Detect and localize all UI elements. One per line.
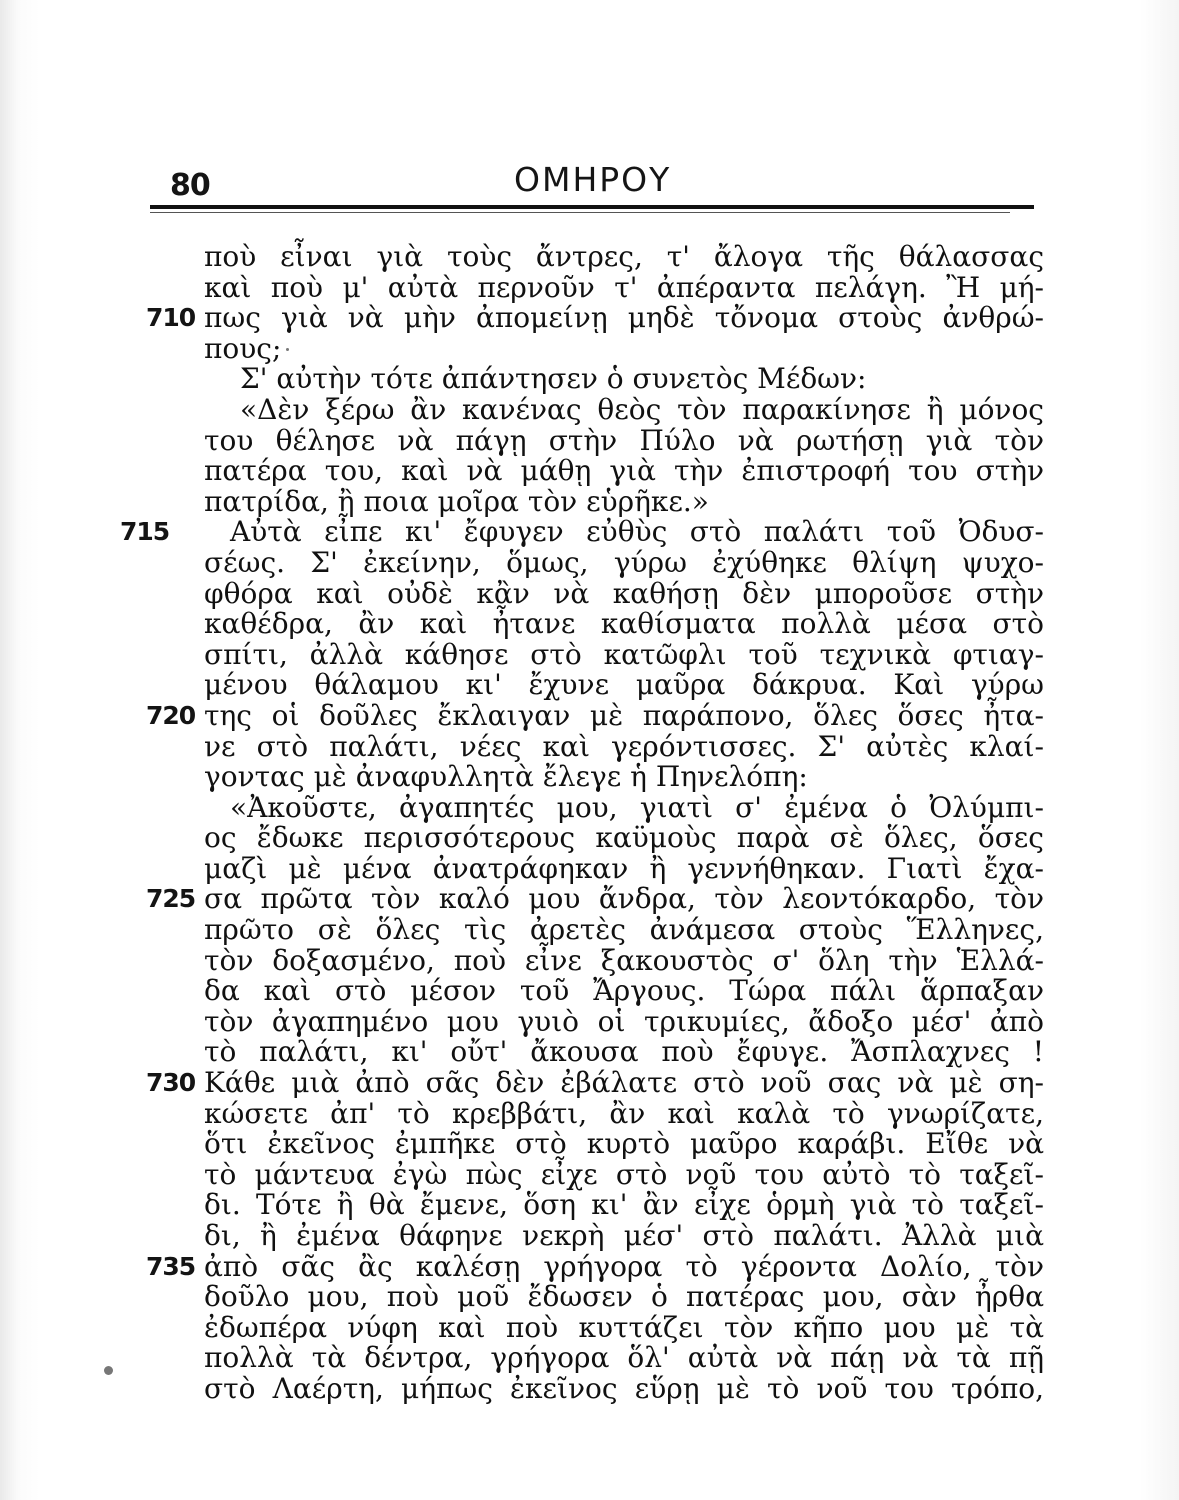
text-line <box>204 1343 1044 1374</box>
text-line <box>204 331 1044 365</box>
line-text: Αὐτὰ εἶπε κι' ἔφυγεν εὐθὺς στὸ παλάτι τοῦ Ὀδυσ- <box>230 515 1044 549</box>
line-text: της οἱ δοῦλες ἔκλαιγαν μὲ παράπονο, ὅλες ὅσες ἦτα- <box>204 698 1044 732</box>
page-number: 80 <box>170 168 210 203</box>
line-text: πρῶτο σὲ ὅλες τὶς ἀρετὲς ἀνάμεσα στοὺς Ἕλληνες, <box>204 913 1044 947</box>
text-line <box>204 1190 1044 1221</box>
line-number: 720 <box>146 700 196 730</box>
line-text: δοῦλο μου, ποὺ μοῦ ἔδωσεν ὁ πατέρας μου, σὰν ἦρθα <box>204 1280 1044 1314</box>
line-text: πους; <box>204 331 282 365</box>
text-line <box>204 1310 1044 1344</box>
line-text: πατέρα του, καὶ νὰ μάθῃ γιὰ τὴν ἐπιστροφή του στὴν <box>204 454 1044 488</box>
line-text: ὅτι ἐκεῖνος ἐμπῆκε στὸ κυρτὸ μαῦρο καράβι. Εἴθε νὰ <box>204 1127 1044 1161</box>
line-text: κώσετε ἀπ' τὸ κρεββάτι, ἂν καὶ καλὰ τὸ γνωρίζατε, <box>204 1096 1044 1130</box>
verse-text-block <box>120 240 1044 1405</box>
text-line <box>204 1157 1044 1191</box>
line-text: «Ἀκοῦστε, ἀγαπητές μου, γιατὶ σ' ἐμένα ὁ Ὀλύμπι- <box>230 790 1044 824</box>
text-line <box>204 729 1044 763</box>
text-line <box>204 976 1044 1007</box>
text-line <box>204 392 1044 426</box>
header-rule-thin <box>150 212 1010 213</box>
line-text: πως γιὰ νὰ μὴν ἀπομείνῃ μηδὲ τὄνομα στοὺς ἀνθρώ- <box>204 301 1044 335</box>
text-line <box>204 1282 1044 1313</box>
text-line <box>204 270 1044 304</box>
line-text: πολλὰ τὰ δέντρα, γρήγορα ὅλ' αὐτὰ νὰ πάῃ νὰ τὰ πῇ <box>204 1341 1044 1375</box>
text-line <box>204 1004 1044 1038</box>
line-number: 715 <box>120 517 170 547</box>
print-speck <box>104 1366 113 1375</box>
line-text: δι, ἢ ἐμένα θάφηνε νεκρὴ μέσ' στὸ παλάτι. Ἀλλὰ μιὰ <box>204 1219 1044 1252</box>
text-line <box>204 762 1044 793</box>
text-line <box>146 1249 1044 1283</box>
line-text: καὶ ποὺ μ' αὐτὰ περνοῦν τ' ἀπέραντα πελάγη. Ἢ μή- <box>204 270 1044 304</box>
text-line <box>146 698 1044 732</box>
line-text: «Δὲν ξέρω ἂν κανένας θεὸς τὸν παρακίνησε ἢ μόνος <box>240 392 1044 426</box>
text-line <box>204 456 1044 487</box>
text-line <box>146 301 1044 335</box>
line-text: Σ' αὐτὴν τότε ἀπάντησεν ὁ συνετὸς Μέδων: <box>240 362 867 396</box>
text-line <box>204 1221 1044 1252</box>
line-text: ος ἔδωκε περισσότερους καϋμοὺς παρὰ σὲ ὅλες, ὅσες <box>204 821 1044 855</box>
text-line <box>204 943 1044 977</box>
line-text: τὸ παλάτι, κι' οὔτ' ἄκουσα ποὺ ἔφυγε. Ἄσπλαχνες ! <box>204 1035 1044 1069</box>
line-text: τὸν δοξασμένο, ποὺ εἶνε ξακουστὸς σ' ὅλη τὴν Ἑλλά- <box>204 943 1044 977</box>
text-line <box>204 1096 1044 1130</box>
line-number: 730 <box>146 1068 196 1098</box>
line-text: καθέδρα, ἂν καὶ ἦτανε καθίσματα πολλὰ μέσα στὸ <box>204 607 1044 641</box>
line-text: σέως. Σ' ἐκείνην, ὅμως, γύρω ἐχύθηκε θλίψη ψυχο- <box>204 545 1044 579</box>
text-line <box>204 637 1044 671</box>
text-line <box>204 1037 1044 1068</box>
text-line <box>120 515 1044 549</box>
line-text: ἀπὸ σᾶς ἂς καλέσῃ γρήγορα τὸ γέροντα Δολίο, τὸν <box>204 1249 1044 1283</box>
text-line <box>146 882 1044 916</box>
header-rule <box>150 205 1034 209</box>
text-line <box>204 545 1044 579</box>
line-text: τὸν ἀγαπημένο μου γυιὸ οἱ τρικυμίες, ἄδοξο μέσ' ἀπὸ <box>204 1004 1044 1038</box>
text-line <box>204 790 1044 824</box>
line-text: ποὺ εἶναι γιὰ τοὺς ἄντρες, τ' ἄλογα τῆς θάλασσας <box>204 240 1044 273</box>
line-text: του θέλησε νὰ πάγῃ στὴν Πύλο νὰ ρωτήσῃ γιὰ τὸν <box>204 423 1044 457</box>
line-text: γοντας μὲ ἀναφυλλητὰ ἔλεγε ἡ Πηνελόπη: <box>204 760 808 794</box>
line-text: μαζὶ μὲ μένα ἀνατράφηκαν ἢ γεννήθηκαν. Γιατὶ ἔχα- <box>204 851 1044 885</box>
line-text: νε στὸ παλάτι, νέες καὶ γερόντισσες. Σ' αὐτὲς κλαί- <box>204 729 1044 763</box>
line-number: 710 <box>146 303 196 333</box>
line-text: τὸ μάντευα ἐγὼ πὼς εἶχε στὸ νοῦ του αὐτὸ τὸ ταξεῖ- <box>204 1157 1044 1191</box>
line-text: ἐδωπέρα νύφη καὶ ποὺ κυττάζει τὸν κῆπο μου μὲ τὰ <box>204 1310 1044 1344</box>
text-line <box>204 823 1044 854</box>
line-text: δι. Τότε ἢ θὰ ἔμενε, ὅση κι' ἂν εἶχε ὁρμὴ γιὰ τὸ ταξεῖ- <box>204 1188 1044 1222</box>
line-text: φθόρα καὶ οὐδὲ κἂν νὰ καθήσῃ δὲν μποροῦσε στὴν <box>204 576 1044 610</box>
running-head: ΟΜΗΡΟΥ <box>514 160 672 199</box>
line-text: Κάθε μιὰ ἀπὸ σᾶς δὲν ἐβάλατε στὸ νοῦ σας νὰ μὲ ση- <box>204 1066 1044 1100</box>
line-text: πατρίδα, ἢ ποια μοῖρα τὸν εὑρῆκε.» <box>204 484 709 518</box>
text-line <box>204 915 1044 946</box>
text-line <box>204 851 1044 885</box>
text-line <box>204 1129 1044 1160</box>
text-line <box>204 576 1044 610</box>
line-text: δα καὶ στὸ μέσον τοῦ Ἄργους. Τώρα πάλι ἅρπαξαν <box>204 974 1044 1008</box>
text-line <box>146 1066 1044 1100</box>
print-speck <box>286 348 289 351</box>
text-line <box>204 484 1044 518</box>
text-line <box>204 423 1044 457</box>
text-line <box>204 242 1044 273</box>
line-text: μένου θάλαμου κι' ἔχυνε μαῦρα δάκρυα. Καὶ γύρω <box>204 668 1044 702</box>
text-line <box>204 670 1044 701</box>
line-text: σπίτι, ἀλλὰ κάθησε στὸ κατῶφλι τοῦ τεχνικὰ φτιαγ- <box>204 637 1044 671</box>
text-line <box>204 609 1044 640</box>
line-text: στὸ Λαέρτη, μήπως ἐκεῖνος εὕρῃ μὲ τὸ νοῦ του τρόπο, <box>204 1371 1044 1405</box>
text-line <box>204 1371 1044 1405</box>
line-number: 735 <box>146 1251 196 1281</box>
line-text: σα πρῶτα τὸν καλό μου ἄνδρα, τὸν λεοντόκαρδο, τὸν <box>204 882 1044 916</box>
line-number: 725 <box>146 884 196 914</box>
text-line <box>204 364 1044 395</box>
